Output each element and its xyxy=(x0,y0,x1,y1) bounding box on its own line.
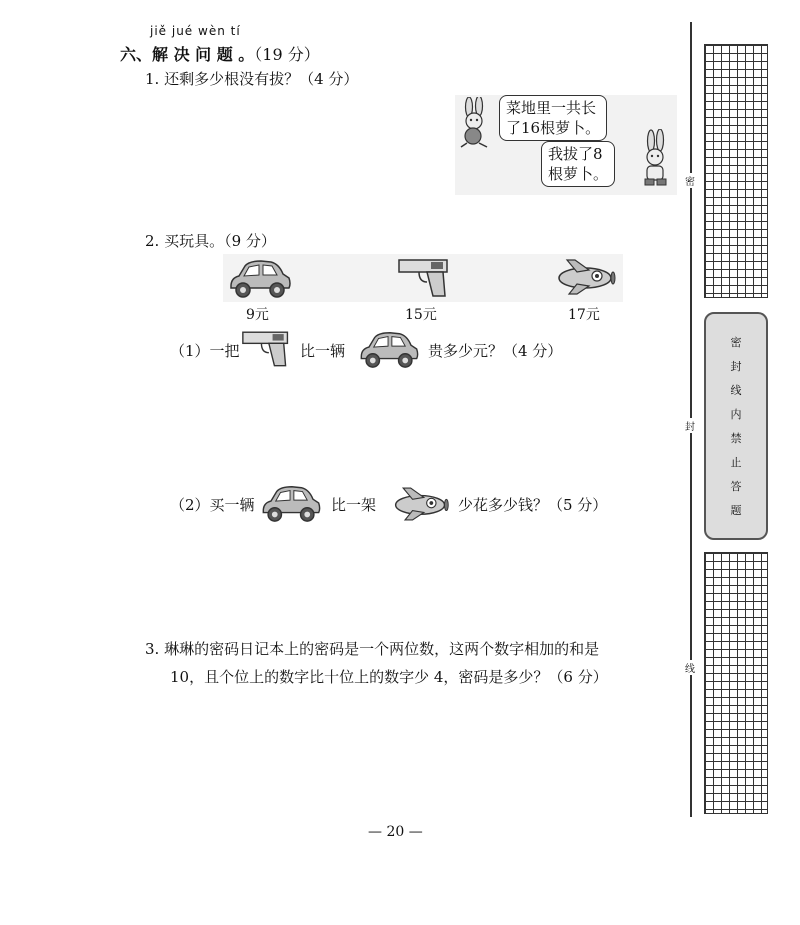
no-answer-notice xyxy=(704,312,768,540)
subquestion-1-label: （1）一把 xyxy=(170,342,240,360)
price-car: 9元 xyxy=(246,307,269,323)
speech-bubble-pulled xyxy=(541,141,615,187)
price-gun: 15元 xyxy=(405,307,437,323)
section-pinyin: jiě jué wèn tí xyxy=(150,24,241,38)
subquestion-1-compare: 比一辆 xyxy=(300,342,346,360)
question-1-title: 1. 还剩多少根没有拔？（4 分） xyxy=(145,70,359,88)
question-2-title: 2. 买玩具。（9 分） xyxy=(145,232,276,250)
notice-char: 禁 xyxy=(730,432,742,445)
notice-char: 封 xyxy=(730,360,742,373)
bubble-pulled-line2: 根萝卜。 xyxy=(548,165,609,183)
toy-plane-icon xyxy=(390,486,452,522)
rabbit-icon xyxy=(635,129,675,193)
toy-gun-icon xyxy=(241,326,293,370)
notice-char: 密 xyxy=(730,336,742,349)
subquestion-2-compare: 比一架 xyxy=(331,496,377,514)
binding-char-feng: 封 xyxy=(685,418,695,433)
page-number: — 20 — xyxy=(368,824,423,840)
toy-display-strip xyxy=(223,254,623,302)
answer-grid-bottom xyxy=(704,552,768,814)
subquestion-1-ask: 贵多少元？（4 分） xyxy=(428,342,563,360)
section-points: （19 分） xyxy=(254,45,320,64)
rabbit-dialog-panel xyxy=(455,95,677,195)
price-plane: 17元 xyxy=(568,307,600,323)
bubble-total-line2: 了16根萝卜。 xyxy=(506,119,601,137)
section-title-text: 六、解 决 问 题 。 xyxy=(120,45,255,64)
notice-char: 线 xyxy=(730,384,742,397)
notice-char: 止 xyxy=(730,456,742,469)
toy-car-icon xyxy=(356,328,422,370)
section-title xyxy=(120,42,320,65)
bubble-total-line1: 菜地里一共长 xyxy=(506,99,597,117)
rabbit-icon xyxy=(455,97,495,149)
binding-char-mi: 密 xyxy=(685,173,695,188)
answer-grid-top xyxy=(704,44,768,298)
subquestion-2-ask: 少花多少钱？（5 分） xyxy=(458,496,608,514)
toy-car-icon xyxy=(258,482,324,524)
notice-char: 题 xyxy=(730,504,742,517)
speech-bubble-total xyxy=(499,95,607,141)
question-3-line2: 10，且个位上的数字比十位上的数字少 4，密码是多少？（6 分） xyxy=(170,668,608,686)
notice-char: 答 xyxy=(730,480,742,493)
toy-plane-icon xyxy=(553,258,619,296)
toy-car-icon xyxy=(227,256,293,300)
subquestion-2-label: （2）买一辆 xyxy=(170,496,255,514)
notice-char: 内 xyxy=(730,408,742,421)
binding-char-xian: 线 xyxy=(685,660,695,675)
question-3-line1: 3. 琳琳的密码日记本上的密码是一个两位数，这两个数字相加的和是 xyxy=(145,640,600,658)
bubble-pulled-line1: 我拔了8 xyxy=(548,145,603,163)
toy-gun-icon xyxy=(397,256,453,298)
